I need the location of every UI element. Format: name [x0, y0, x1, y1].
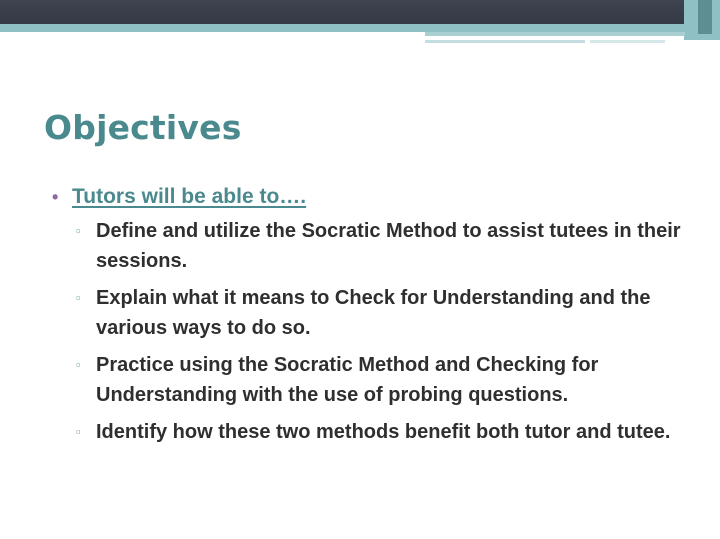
decorative-stripe — [425, 40, 585, 43]
sub-bullet-item — [76, 216, 692, 276]
sub-bullet-list — [72, 216, 692, 447]
sub-bullet-item — [76, 283, 692, 343]
sub-bullet-square: ▫ — [76, 424, 81, 439]
top-right-decoration-dark — [698, 0, 712, 34]
top-banner — [0, 0, 720, 24]
sub-bullet-square: ▫ — [76, 357, 81, 372]
sub-bullet-text: Define and utilize the Socratic Method to assist tutees in their sessions. — [96, 220, 681, 272]
main-bullet-item — [52, 182, 692, 447]
sub-bullet-text: Practice using the Socratic Method and Checking for Understanding with the use of probing questions. — [96, 354, 599, 406]
sub-bullet-square: ▫ — [76, 290, 81, 305]
sub-bullet-text: Identify how these two methods benefit both tutor and tutee. — [96, 421, 671, 443]
sub-bullet-square: ▫ — [76, 223, 81, 238]
sub-bullet-text: Explain what it means to Check for Understanding and the various ways to do so. — [96, 287, 651, 339]
top-banner-accent — [0, 24, 720, 32]
slide-title: Objectives — [44, 108, 242, 147]
sub-bullet-item — [76, 417, 692, 447]
decorative-stripe — [425, 32, 685, 36]
sub-bullet-item — [76, 350, 692, 410]
bullet-list — [52, 182, 692, 454]
bullet-dot: • — [52, 187, 59, 207]
decorative-stripe — [590, 40, 665, 43]
bullet-heading: Tutors will be able to…. — [72, 185, 307, 208]
